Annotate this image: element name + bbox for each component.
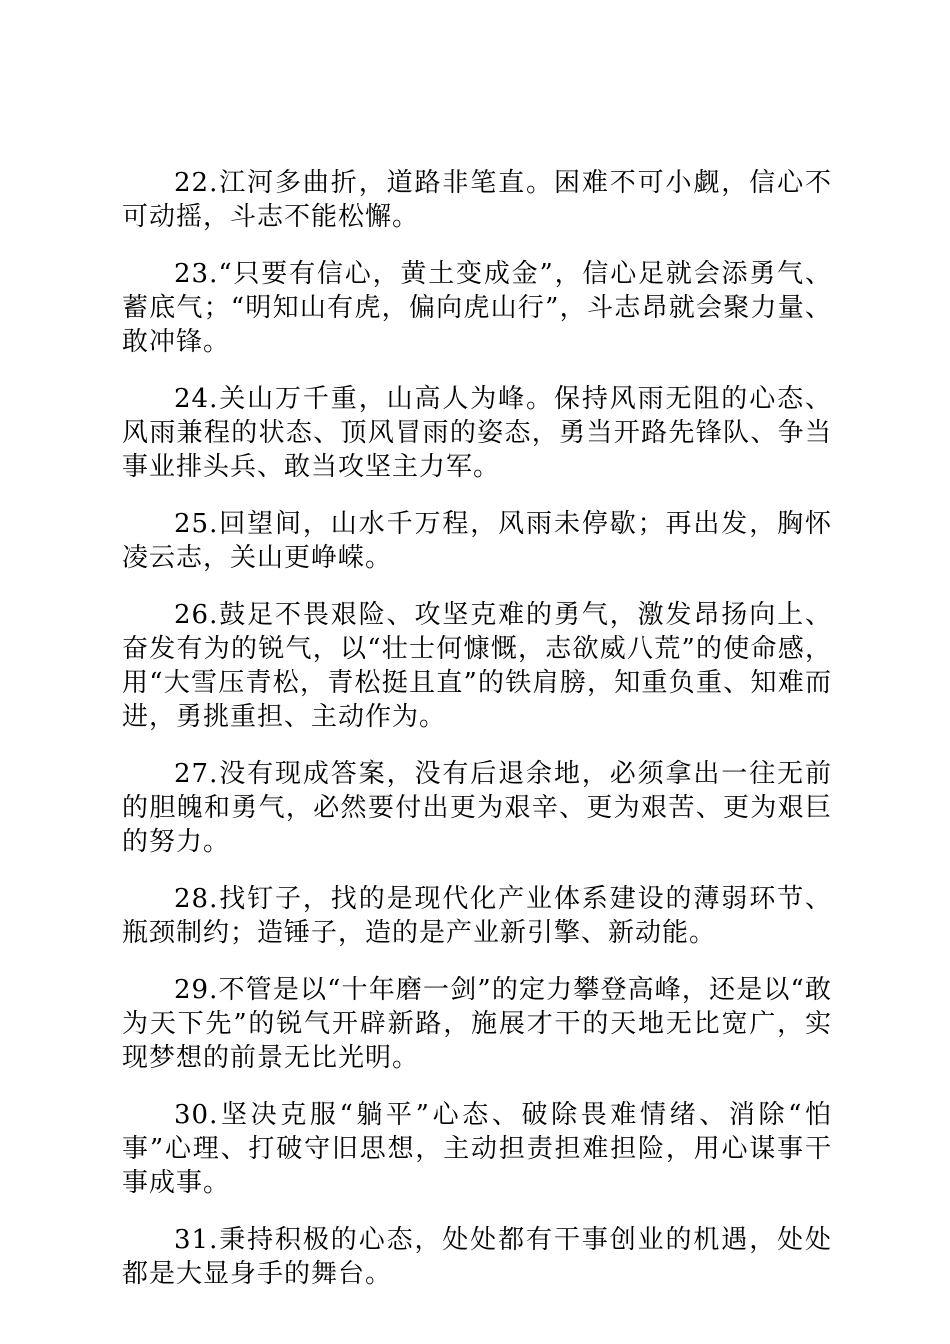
paragraph-25: 25.回望间，山水千万程，风雨未停歇；再出发，胸怀凌云志，关山更峥嵘。 [122, 509, 832, 573]
paragraph-30: 30.坚决克服“躺平”心态、破除畏难情绪、消除“怕事”心理、打破守旧思想，主动担责担难担险，用心谋事干事成事。 [122, 1100, 832, 1198]
paragraph-24: 24.关山万千重，山高人为峰。保持风雨无阻的心态、风雨兼程的状态、顶风冒雨的姿态，勇当开路先锋队、争当事业排头兵、敢当攻坚主力军。 [122, 384, 832, 482]
document-body [122, 166, 832, 1314]
paragraph-23: 23.“只要有信心，黄土变成金”，信心足就会添勇气、蓄底气；“明知山有虎，偏向虎山行”，斗志昂就会聚力量、敢冲锋。 [122, 259, 832, 357]
paragraph-28: 28.找钉子，找的是现代化产业体系建设的薄弱环节、瓶颈制约；造锤子，造的是产业新引擎、新动能。 [122, 884, 832, 948]
paragraph-22: 22.江河多曲折，道路非笔直。困难不可小觑，信心不可动摇，斗志不能松懈。 [122, 168, 832, 232]
paragraph-27: 27.没有现成答案，没有后退余地，必须拿出一往无前的胆魄和勇气，必然要付出更为艰辛、更为艰苦、更为艰巨的努力。 [122, 759, 832, 857]
paragraph-31: 31.秉持积极的心态，处处都有干事创业的机遇，处处都是大显身手的舞台。 [122, 1225, 832, 1289]
paragraph-29: 29.不管是以“十年磨一剑”的定力攀登高峰，还是以“敢为天下先”的锐气开辟新路，施展才干的天地无比宽广，实现梦想的前景无比光明。 [122, 975, 832, 1073]
paragraph-26: 26.鼓足不畏艰险、攻坚克难的勇气，激发昂扬向上、奋发有为的锐气，以“壮士何慷慨，志欲威八荒”的使命感，用“大雪压青松，青松挺且直”的铁肩膀，知重负重、知难而进，勇挑重担、主动作为。 [122, 600, 832, 732]
